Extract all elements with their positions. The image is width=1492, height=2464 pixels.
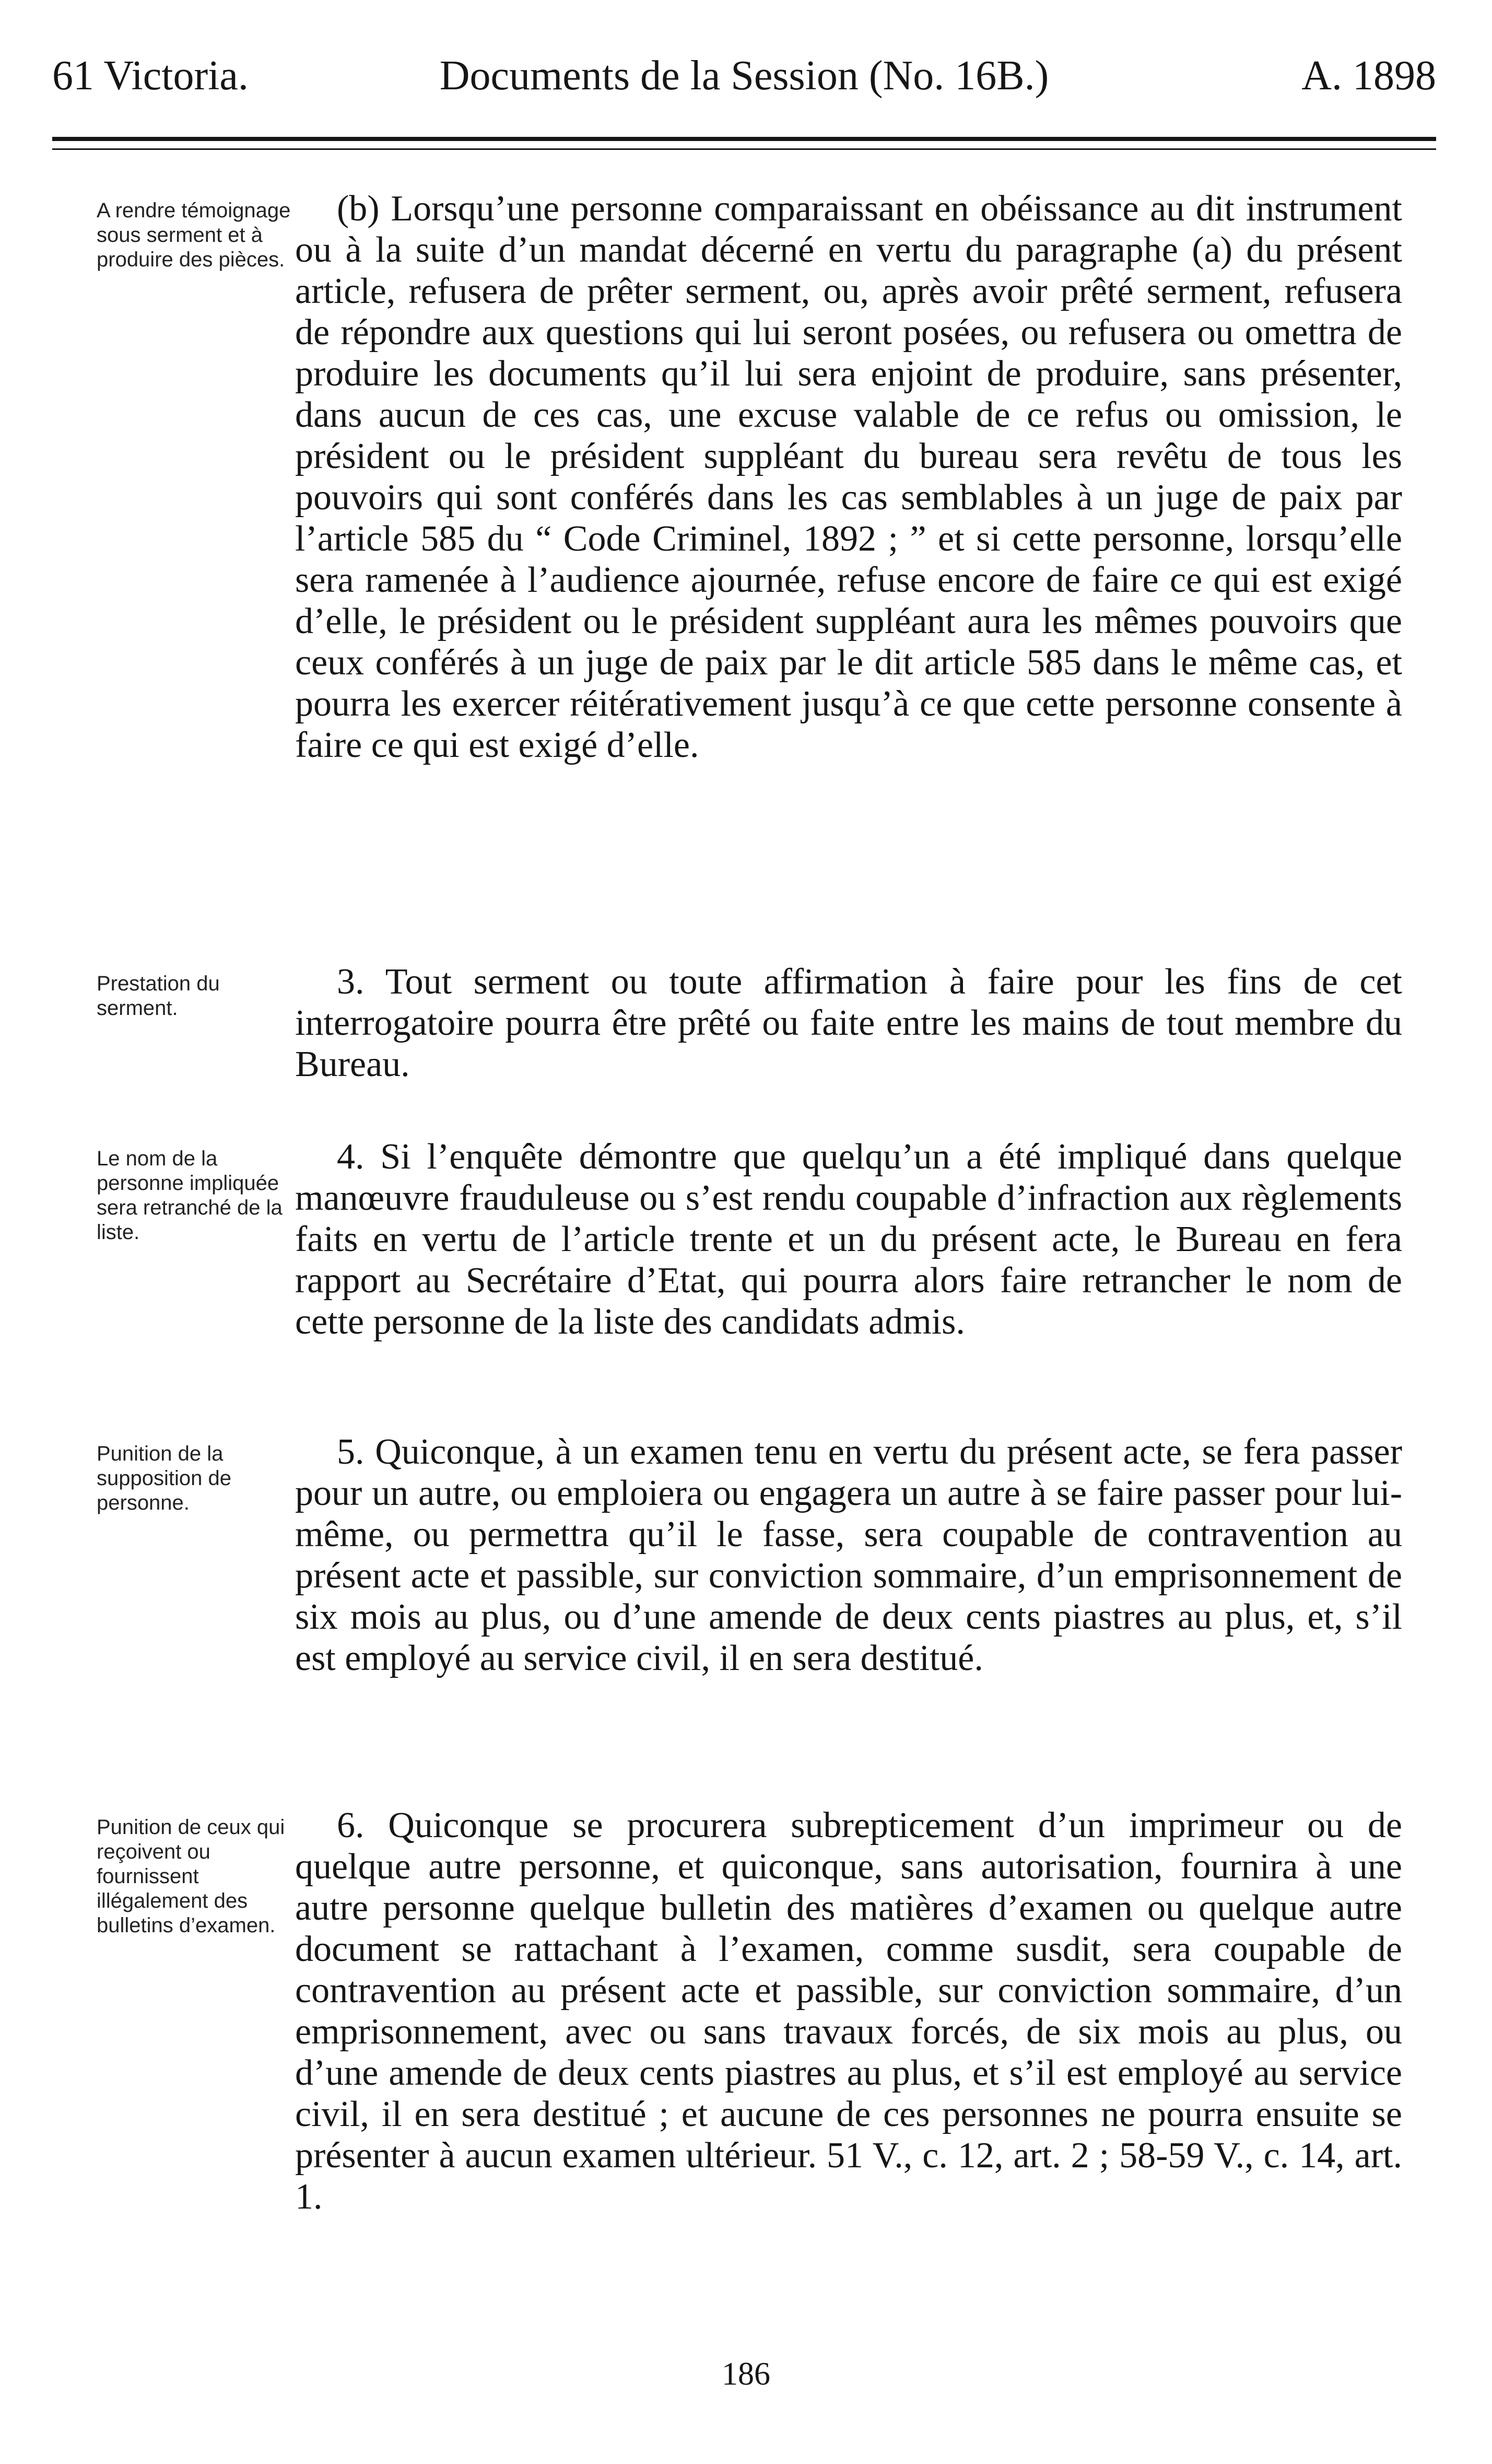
margin-note: Le nom de la personne impliquée sera retranché de la liste.: [97, 1147, 283, 1244]
header-volume: 61 Victoria.: [52, 53, 249, 99]
header-rule-thick: [52, 137, 1436, 141]
page-number: 186: [722, 2356, 770, 2392]
paragraph: 5. Quiconque, à un examen tenu en vertu du présent acte, se fera passer pour un autre, ou emploiera ou engagera un autre à se faire passer pour lui-même, ou permettra qu’il le fasse, sera coupable de contravention au présent acte et passible, sur conviction sommaire, d’un emprisonnement de six mois au plus, ou d’une amende de deux cents piastres au plus, et, s’il est employé au service civil, il en sera destitué.: [295, 1432, 1402, 1678]
paragraph: 4. Si l’enquête démontre que quelqu’un a été impliqué dans quelque manœuvre frauduleuse ou s’est rendu coupable d’infraction aux règlements faits en vertu de l’article trente et un du présent acte, le Bureau en fera rapport au Secrétaire d’Etat, qui pourra alors faire retrancher le nom de cette personne de la liste des candidats admis.: [295, 1137, 1402, 1342]
margin-note: Punition de la supposition de personne.: [97, 1442, 231, 1514]
running-header: [52, 47, 1436, 104]
header-rule-thin: [52, 148, 1436, 150]
paragraph: 6. Quiconque se procurera subrepticement d’un imprimeur ou de quelque autre personne, et quiconque, sans autorisation, fournira à une autre personne quelque bulletin des matières d’examen ou quelque autre document se rattachant à l’examen, comme susdit, sera coupable de contravention au présent acte et passible, sur conviction sommaire, d’un emprisonnement, avec ou sans travaux forcés, de six mois au plus, ou d’une amende de deux cents piastres au plus, et s’il est employé au service civil, il en sera destitué ; et aucune de ces personnes ne pourra ensuite se présenter à aucun examen ultérieur. 51 V., c. 12, art. 2 ; 58-59 V., c. 14, art. 1.: [295, 1805, 1402, 2217]
paragraph: 3. Tout serment ou toute affirmation à faire pour les fins de cet interrogatoire pourra être prêté ou faite entre les mains de tout membre du Bureau.: [295, 962, 1402, 1084]
header-year: A. 1898: [1301, 53, 1436, 99]
margin-note: A rendre témoignage sous serment et à produire des pièces.: [97, 199, 291, 271]
margin-note: Prestation du serment.: [97, 972, 220, 1020]
margin-note: Punition de ceux qui reçoivent ou fournissent illégalement des bulletins d’examen.: [97, 1816, 285, 1937]
paragraph: (b) Lorsqu’une personne comparaissant en obéissance au dit instrument ou à la suite d’un mandat décerné en vertu du paragraphe (a) du présent article, refusera de prêter serment, ou, après avoir prêté serment, refusera de répondre aux questions qui lui seront posées, ou refusera ou omettra de produire les documents qu’il lui sera enjoint de produire, sans présenter, dans aucun de ces cas, une excuse valable de ce refus ou omission, le président ou le président suppléant du bureau sera revêtu de tous les pouvoirs qui sont conférés dans les cas semblables à un juge de paix par l’article 585 du “ Code Criminel, 1892 ; ” et si cette personne, lorsqu’elle sera ramenée à l’audience ajournée, refuse encore de faire ce qui est exigé d’elle, le président ou le président suppléant aura les mêmes pouvoirs que ceux conférés à un juge de paix par le dit article 585 dans le même cas, et pourra les exercer réitérativement jusqu’à ce que cette personne consente à faire ce qui est exigé d’elle.: [295, 189, 1402, 765]
header-title: Documents de la Session (No. 16B.): [439, 53, 1049, 99]
